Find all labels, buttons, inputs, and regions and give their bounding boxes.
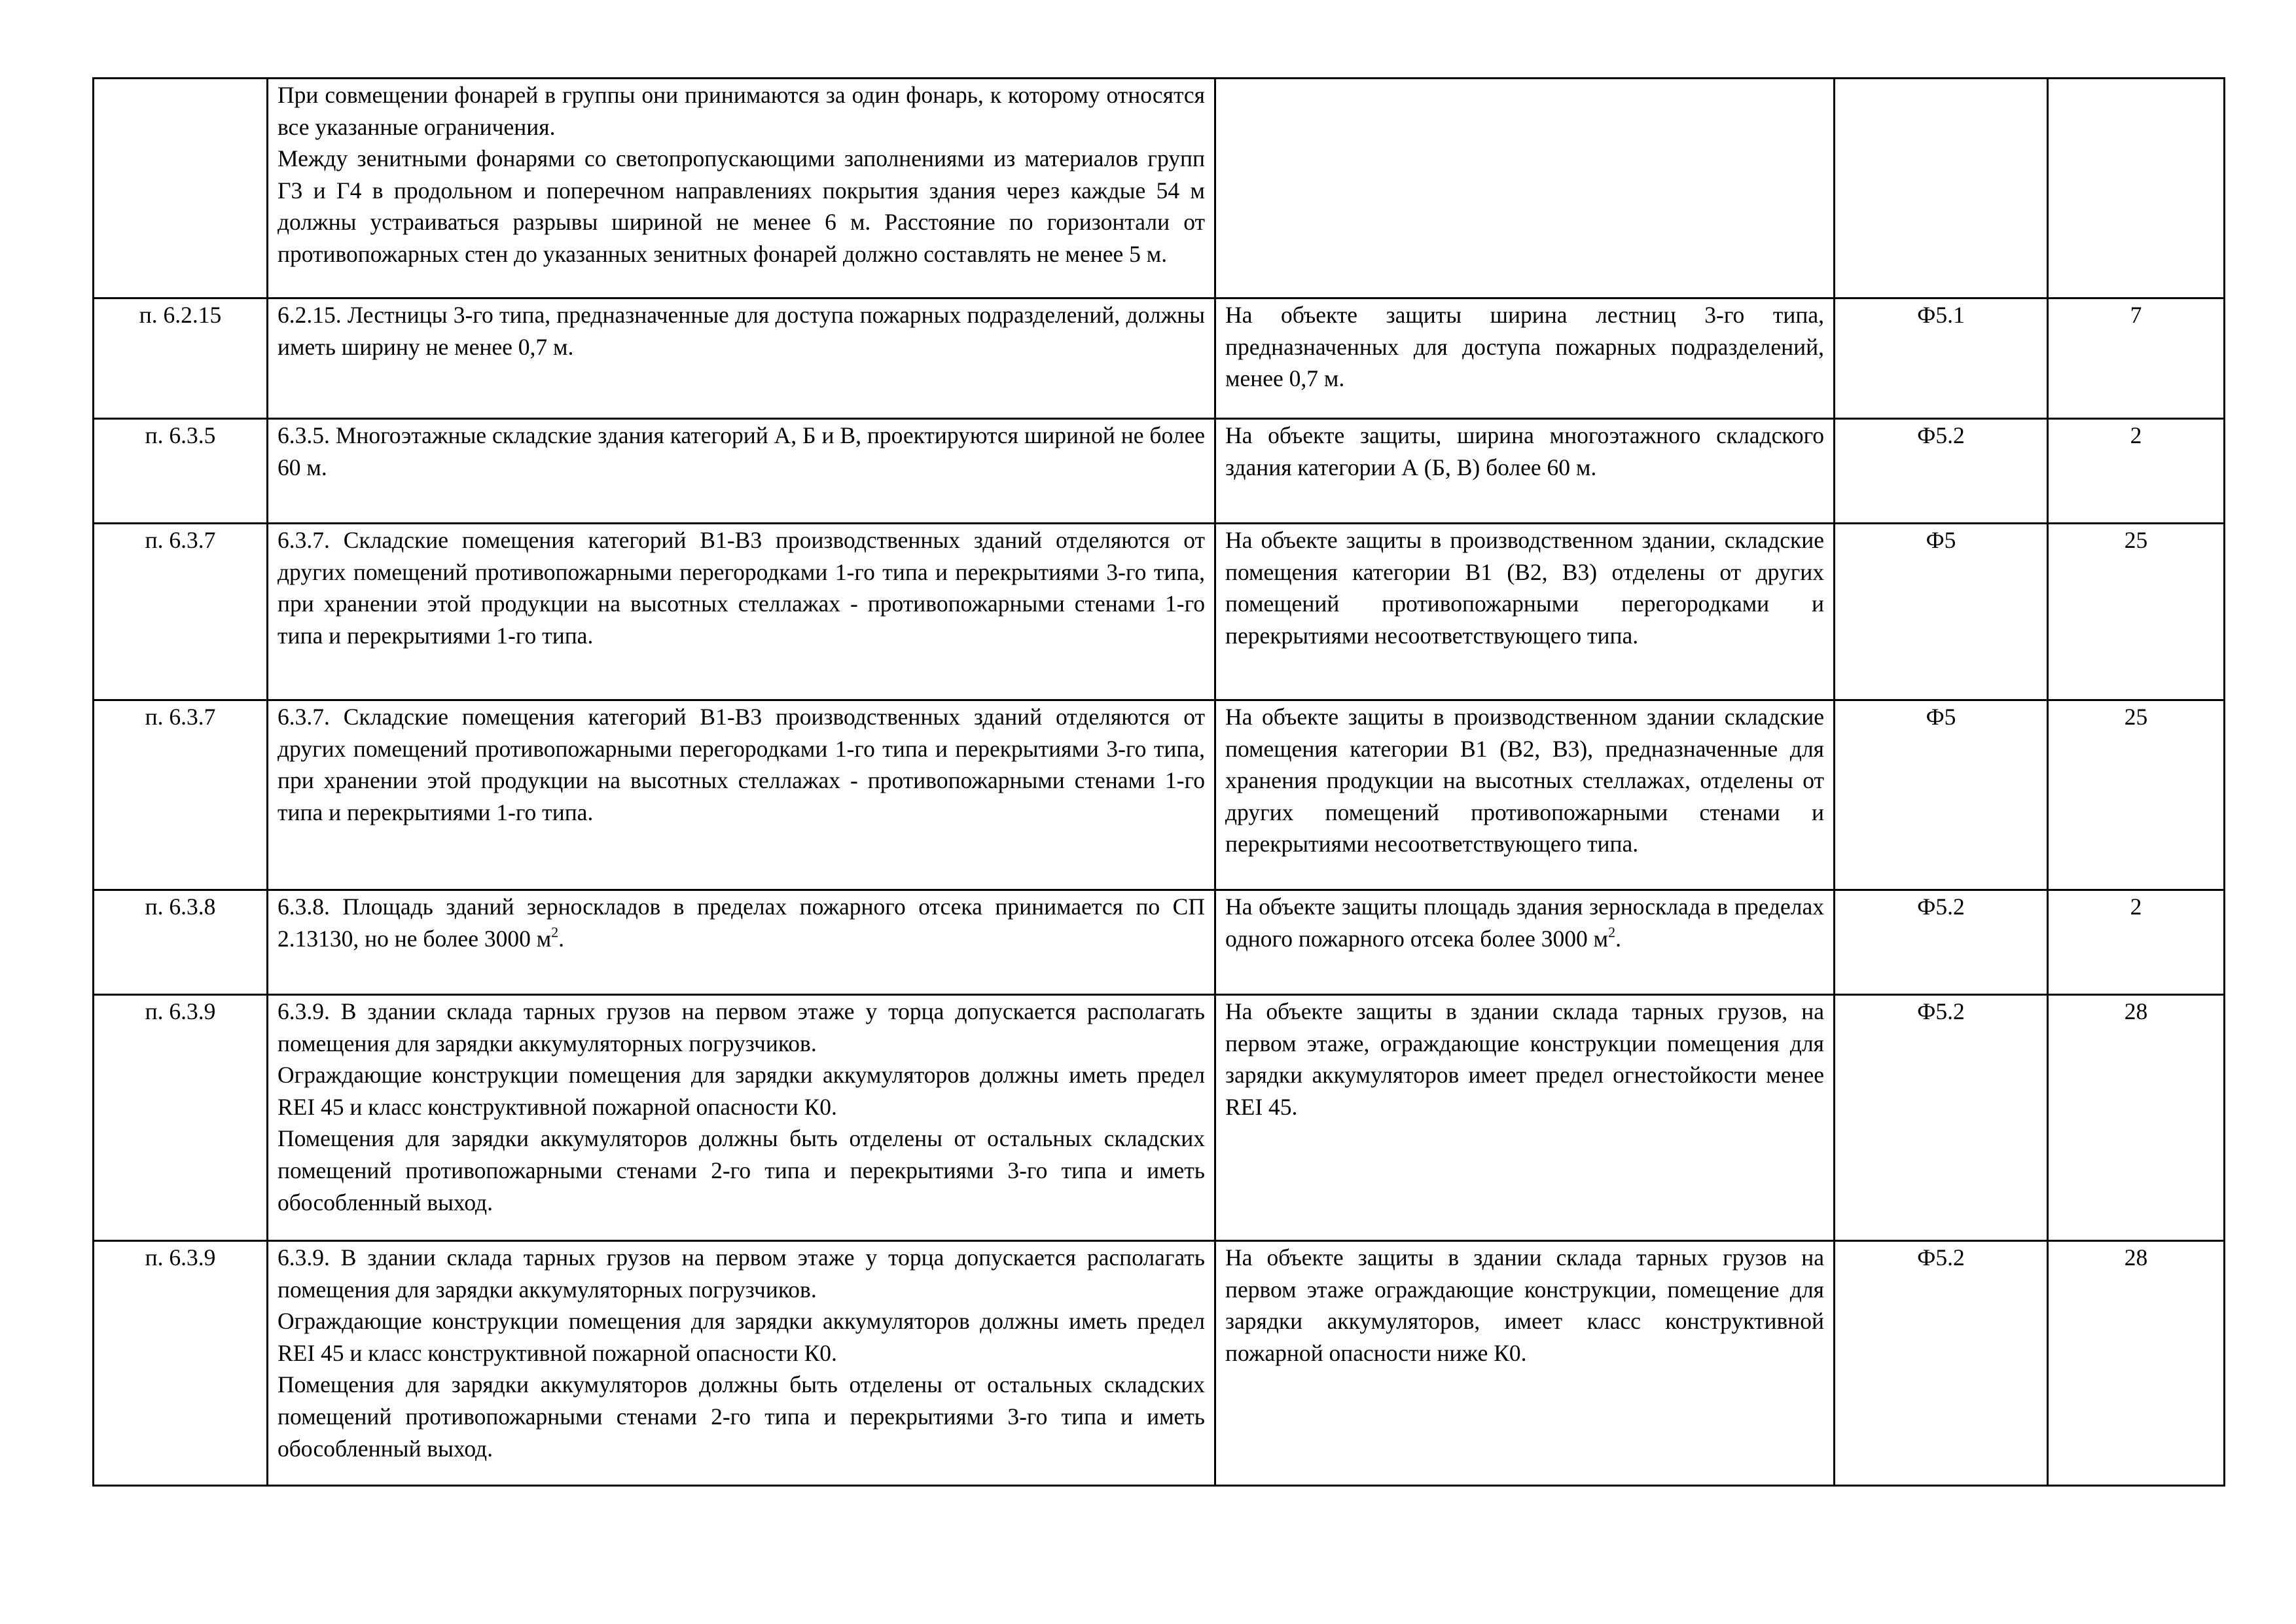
table-row: [94, 890, 2225, 995]
requirement-paragraph: При совмещении фонарей в группы они принимаются за один фонарь, к которому относятся все указанные ограничения.: [278, 82, 1205, 140]
count-cell: 2: [2048, 890, 2225, 995]
point-cell: п. 6.3.7: [94, 524, 268, 700]
table-row: [94, 995, 2225, 1241]
point-cell: п. 6.3.7: [94, 700, 268, 890]
violation-cell: На объекте защиты ширина лестниц 3-го типа, предназначенных для доступа пожарных подразделений, менее 0,7 м.: [1215, 298, 1835, 419]
unit-superscript: 2: [1608, 924, 1616, 941]
point-cell: [94, 79, 268, 298]
table-row: [94, 700, 2225, 890]
requirement-cell: [268, 1241, 1215, 1486]
violation-cell: На объекте защиты в здании склада тарных грузов, на первом этаже, ограждающие конструкции помещения для зарядки аккумуляторов имеет предел огнестойкости менее REI 45.: [1215, 995, 1835, 1241]
table-row: [94, 524, 2225, 700]
requirement-cell: [268, 524, 1215, 700]
requirement-cell: [268, 700, 1215, 890]
count-cell: 28: [2048, 1241, 2225, 1486]
requirements-table: [92, 77, 2225, 1487]
table-row: [94, 79, 2225, 298]
requirement-text-end: .: [558, 925, 565, 952]
point-cell: п. 6.3.9: [94, 1241, 268, 1486]
requirement-paragraph: Ограждающие конструкции помещения для зарядки аккумуляторов должны иметь предел REI 45 и класс конструктивной пожарной опасности К0.: [278, 1062, 1205, 1120]
requirement-cell: [268, 890, 1215, 995]
violation-cell: На объекте защиты в здании склада тарных грузов на первом этаже ограждающие конструкции, помещение для зарядки аккумуляторов, имеет класс конструктивной пожарной опасности ниже К0.: [1215, 1241, 1835, 1486]
table-row: [94, 298, 2225, 419]
violation-text: На объекте защиты площадь здания зерносклада в пределах одного пожарного отсека более 3000 м: [1225, 893, 1824, 952]
requirement-text: 6.3.8. Площадь зданий зерноскладов в пределах пожарного отсека принимается по СП 2.13130, но не более 3000 м: [278, 893, 1205, 952]
count-cell: 2: [2048, 419, 2225, 524]
point-cell: п. 6.2.15: [94, 298, 268, 419]
point-cell: п. 6.3.5: [94, 419, 268, 524]
code-cell: Ф5.2: [1835, 419, 2048, 524]
code-cell: Ф5.1: [1835, 298, 2048, 419]
requirement-paragraph: Помещения для зарядки аккумуляторов должны быть отделены от остальных складских помещений противопожарными стенами 2-го типа и перекрытиями 3-го типа и иметь обособленный выход.: [278, 1371, 1205, 1462]
count-cell: 25: [2048, 524, 2225, 700]
requirement-paragraph: 6.3.7. Складские помещения категорий В1-В3 производственных зданий отделяются от других помещений противопожарными перегородками 1-го типа и перекрытиями 3-го типа, при хранении этой продукции на высотных стеллажах - противопожарными стенами 1-го типа и перекрытиями 1-го типа.: [278, 704, 1205, 825]
code-cell: Ф5.2: [1835, 890, 2048, 995]
violation-cell: На объекте защиты в производственном здании, складские помещения категории В1 (В2, В3) отделены от других помещений противопожарными перегородками и перекрытиями несоответствующего типа.: [1215, 524, 1835, 700]
violation-text-end: .: [1615, 925, 1621, 952]
requirement-paragraph: Помещения для зарядки аккумуляторов должны быть отделены от остальных складских помещений противопожарными стенами 2-го типа и перекрытиями 3-го типа и иметь обособленный выход.: [278, 1125, 1205, 1216]
requirement-paragraph: 6.3.9. В здании склада тарных грузов на первом этаже у торца допускается располагать помещения для зарядки аккумуляторных погрузчиков.: [278, 998, 1205, 1056]
requirement-paragraph: Ограждающие конструкции помещения для зарядки аккумуляторов должны иметь предел REI 45 и класс конструктивной пожарной опасности К0.: [278, 1308, 1205, 1366]
code-cell: Ф5: [1835, 700, 2048, 890]
count-cell: 28: [2048, 995, 2225, 1241]
table-row: [94, 419, 2225, 524]
code-cell: Ф5.2: [1835, 995, 2048, 1241]
violation-cell: [1215, 79, 1835, 298]
count-cell: 25: [2048, 700, 2225, 890]
requirement-paragraph: 6.3.9. В здании склада тарных грузов на первом этаже у торца допускается располагать помещения для зарядки аккумуляторных погрузчиков.: [278, 1244, 1205, 1303]
requirement-paragraph: 6.3.7. Складские помещения категорий В1-В3 производственных зданий отделяются от других помещений противопожарными перегородками 1-го типа и перекрытиями 3-го типа, при хранении этой продукции на высотных стеллажах - противопожарными стенами 1-го типа и перекрытиями 1-го типа.: [278, 527, 1205, 649]
point-cell: п. 6.3.9: [94, 995, 268, 1241]
requirement-paragraph: 6.3.5. Многоэтажные складские здания категорий А, Б и В, проектируются шириной не более 60 м.: [278, 422, 1205, 480]
table-row: [94, 1241, 2225, 1486]
violation-cell: На объекте защиты в производственном здании складские помещения категории В1 (В2, В3), предназначенные для хранения продукции на высотных стеллажах, отделены от других помещений противопожарными стенами и перекрытиями несоответствующего типа.: [1215, 700, 1835, 890]
requirement-cell: [268, 995, 1215, 1241]
code-cell: Ф5: [1835, 524, 2048, 700]
requirement-cell: [268, 298, 1215, 419]
code-cell: Ф5.2: [1835, 1241, 2048, 1486]
requirement-cell: [268, 79, 1215, 298]
requirement-cell: [268, 419, 1215, 524]
count-cell: [2048, 79, 2225, 298]
requirement-paragraph: Между зенитными фонарями со светопропускающими заполнениями из материалов групп Г3 и Г4 в продольном и поперечном направлениях покрытия здания через каждые 54 м должны устраиваться разрывы шириной не менее 6 м. Расстояние по горизонтали от противопожарных стен до указанных зенитных фонарей должно составлять не менее 5 м.: [278, 145, 1205, 267]
violation-cell: [1215, 890, 1835, 995]
point-cell: п. 6.3.8: [94, 890, 268, 995]
violation-cell: На объекте защиты, ширина многоэтажного складского здания категории А (Б, В) более 60 м.: [1215, 419, 1835, 524]
unit-superscript: 2: [551, 924, 559, 941]
code-cell: [1835, 79, 2048, 298]
count-cell: 7: [2048, 298, 2225, 419]
requirement-paragraph: 6.2.15. Лестницы 3-го типа, предназначенные для доступа пожарных подразделений, должны иметь ширину не менее 0,7 м.: [278, 302, 1205, 360]
requirement-paragraph: [278, 891, 1205, 954]
